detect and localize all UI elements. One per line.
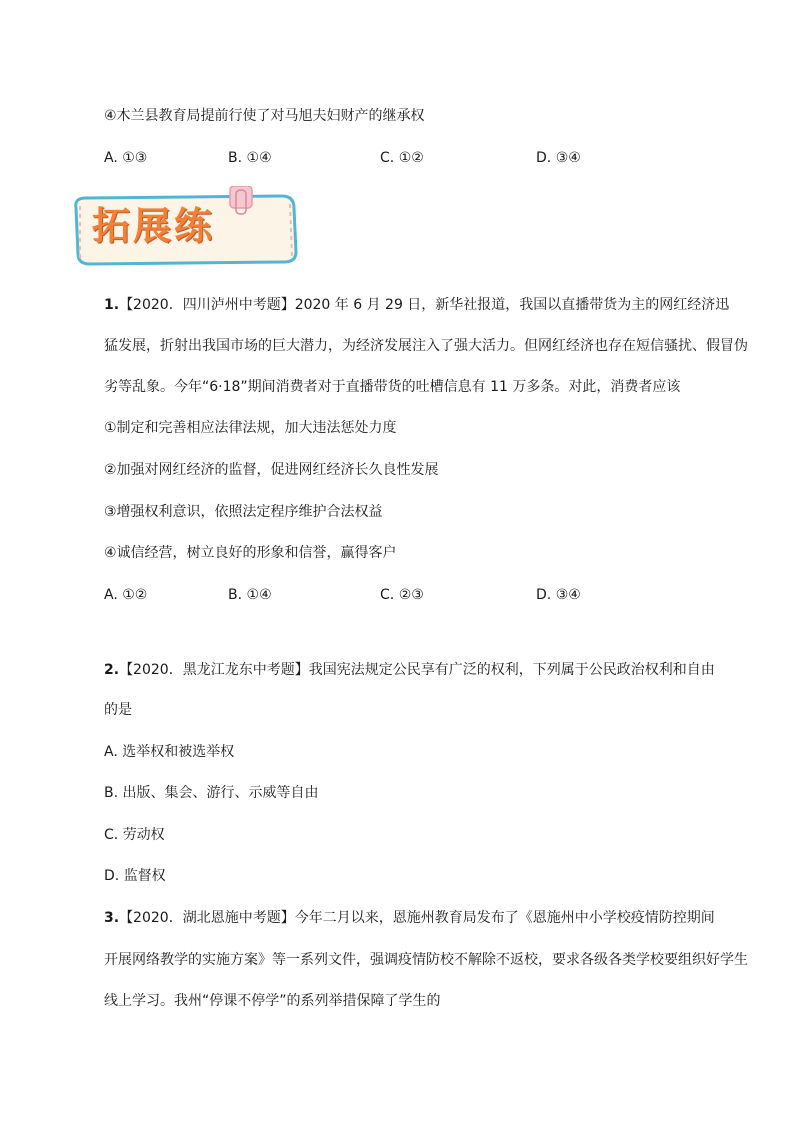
q2-option-b: B. 出版、集会、游行、示威等自由 [104,785,319,801]
option-c: C. ①② [380,150,424,166]
option-a: A. ①③ [104,150,148,166]
q2-line-1 [104,660,715,680]
q2-source: 【2020．黑龙江龙东中考题】 [119,662,309,678]
q1-option-d: D. ③④ [536,587,581,603]
q2-option-c: C. 劳动权 [104,827,165,843]
q1-option-c: C. ②③ [380,587,424,603]
q2-option-a: A. 选举权和被选举权 [104,744,235,760]
q1-line-2: 猛发展，折射出我国市场的巨大潜力，为经济发展注入了强大活力。但网红经济也存在短信骚扰、假冒伪 [104,338,748,354]
q3-line-1 [104,908,715,928]
q3-line-3: 线上学习。我州“停课不停学”的系列举措保障了学生的 [104,993,441,1009]
option-d: D. ③④ [536,150,581,166]
q3-text-1: 今年二月以来，恩施州教育局发布了《恩施州中小学校疫情防控期间 [294,910,715,926]
q1-item-2: ②加强对网红经济的监督，促进网红经济长久良性发展 [104,462,439,478]
q2-option-d: D. 监督权 [104,868,166,884]
q2-number: 2. [104,662,120,678]
section-title: 拓展练 [92,204,216,248]
q1-option-a: A. ①② [104,587,148,603]
q1-item-4: ④诚信经营，树立良好的形象和信誉，赢得客户 [104,545,397,561]
q3-line-2: 开展网络教学的实施方案》等一系列文件，强调疫情防校不解除不返校，要求各级各类学校要组织好学生 [104,952,748,968]
option-b: B. ①④ [228,150,272,166]
prev-question-item-4: ④木兰县教育局提前行使了对马旭夫妇财产的继承权 [104,108,425,124]
q1-line-3: 劣等乱象。今年“6·18”期间消费者对于直播带货的吐槽信息有 11 万多条。对此，消费者应该 [104,379,681,395]
q1-item-1: ①制定和完善相应法律法规，加大违法惩处力度 [104,420,397,436]
q1-line-1 [104,295,729,315]
q3-number: 3. [104,910,120,926]
q3-source: 【2020．湖北恩施中考题】 [119,910,295,926]
section-banner [70,186,302,268]
q1-text-1: 2020 年 6 月 29 日，新华社报道，我国以直播带货为主的网红经济迅 [294,297,730,313]
q1-item-3: ③增强权利意识，依照法定程序维护合法权益 [104,504,383,520]
q1-number: 1. [104,297,120,313]
q2-text-1: 我国宪法规定公民享有广泛的权利，下列属于公民政治权利和自由 [308,662,715,678]
q1-source: 【2020．四川泸州中考题】 [119,297,295,313]
q1-option-b: B. ①④ [228,587,272,603]
q2-line-2: 的是 [104,702,132,718]
